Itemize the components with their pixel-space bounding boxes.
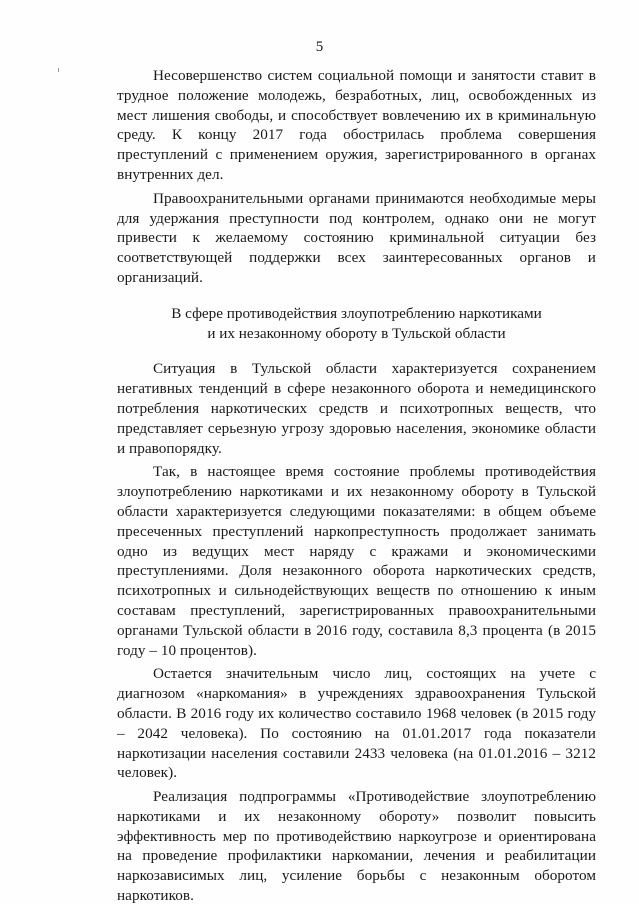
section-heading xyxy=(117,304,596,344)
paragraph-situation: Ситуация в Тульской области характеризуется сохранением негативных тенденций в сфере незаконного оборота и немедицинского потребления наркотических средств и психотропных веществ, что представляет серьезную угрозу здоровью населения, экономике области и правопорядку. xyxy=(117,360,596,457)
scan-margin-mark xyxy=(58,68,59,72)
section-heading-line-1: В сфере противодействия злоупотреблению наркотиками xyxy=(171,304,542,322)
paragraph-subprogram: Реализация подпрограммы «Противодействие злоупотреблению наркотиками и их незаконному обороту» позволит повысить эффективность мер по противодействию наркоугрозе и ориентирована на проведение профилактики наркомании, лечения и реабилитации наркозависимых лиц, усиление борьбы с незаконным оборотом наркотиков. xyxy=(117,788,596,905)
paragraph-social-assistance: Несовершенство систем социальной помощи и занятости ставит в трудное положение молодежь, безработных, лиц, освобожденных из мест лишения свободы, и способствует вовлечению их в криминальную среду. К концу 2017 года обострилась проблема совершения преступлений с применением оружия, зарегистрированного в органах внутренних дел. xyxy=(117,67,596,183)
page-number: 5 xyxy=(315,39,324,55)
paragraph-registered-persons: Остается значительным число лиц, состоящих на учете с диагнозом «наркомания» в учреждениях здравоохранения Тульской области. В 2016 году их количество составило 1968 человек (в 2015 году – 2042 человека). По состоянию на 01.01.2017 года показатели наркотизации населения составили 2433 человека (на 01.01.2016 – 3212 человек). xyxy=(117,665,596,782)
section-heading-line-2: и их незаконному обороту в Тульской области xyxy=(207,324,506,342)
paragraph-law-enforcement: Правоохранительными органами принимаются необходимые меры для удержания преступности под контролем, однако они не могут привести к желаемому состоянию криминальной ситуации без соответствующей поддержки всех заинтересованных органов и организаций. xyxy=(117,189,596,286)
paragraph-indicators: Так, в настоящее время состояние проблемы противодействия злоупотреблению наркотиками и их незаконному обороту в Тульской области характеризуется следующими показателями: в общем объеме пресеченных преступлений наркопреступность продолжает занимать одно из ведущих мест наряду с кражами и экономическими преступлениями. Доля незаконного оборота наркотических средств, психотропных и сильнодействующих веществ по отношению к иным составам преступлений, зарегистрированных правоохранительными органами Тульской области в 2016 году, составила 8,3 процента (в 2015 году – 10 процентов). xyxy=(117,463,596,659)
document-body xyxy=(117,66,596,910)
